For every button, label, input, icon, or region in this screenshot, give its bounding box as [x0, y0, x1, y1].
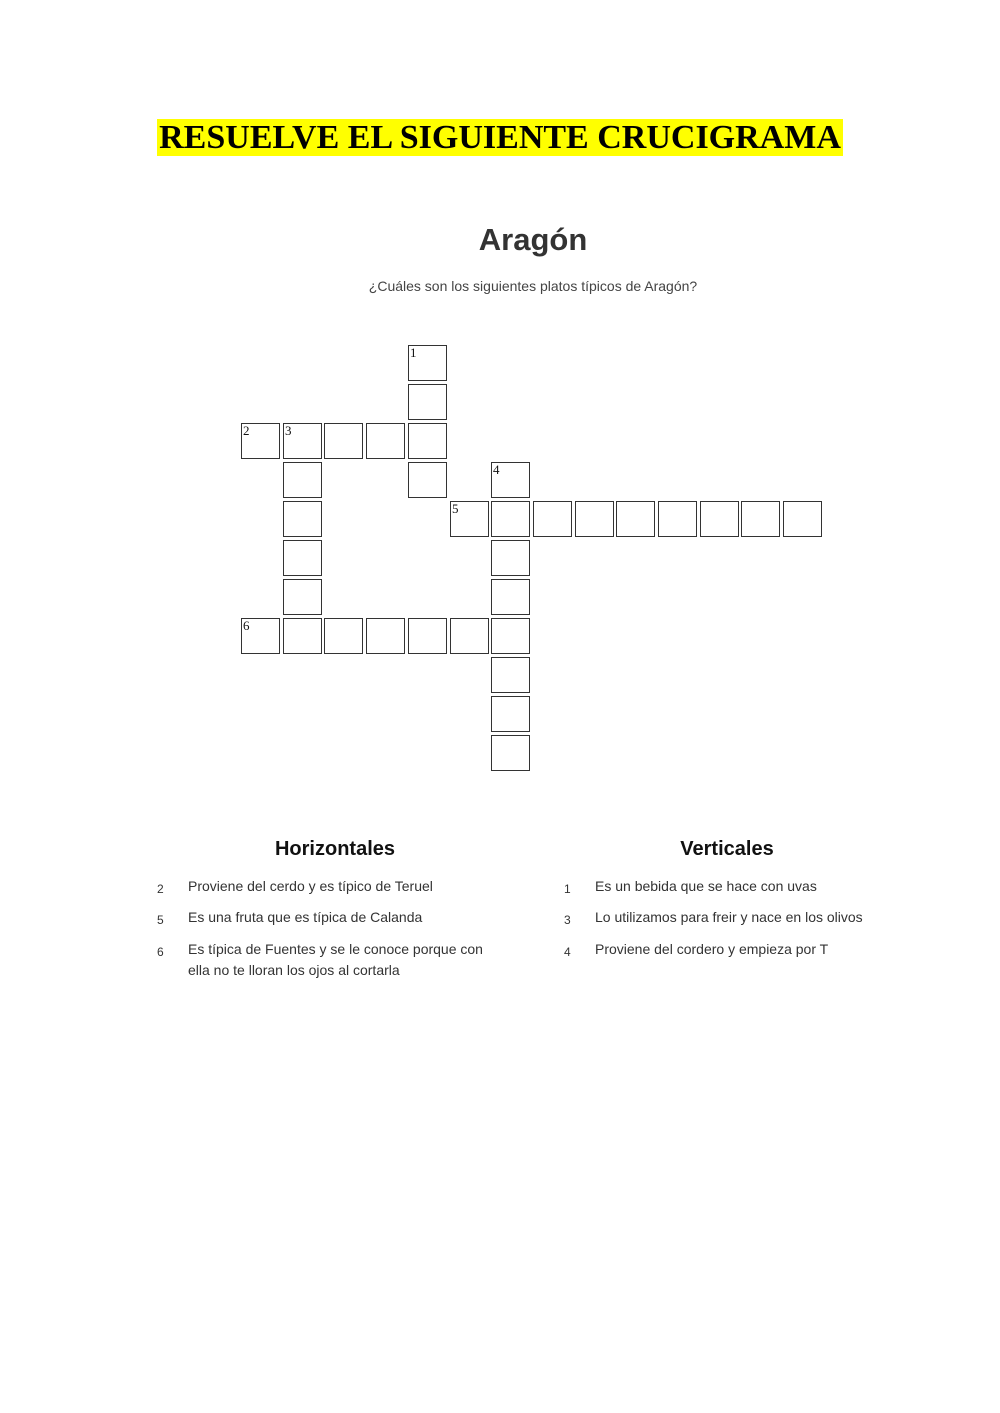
down-clue-4 — [564, 939, 944, 963]
crossword-cell[interactable] — [575, 501, 614, 537]
crossword-cell[interactable] — [491, 501, 530, 537]
crossword-cell[interactable] — [450, 618, 489, 654]
clue-text: Proviene del cerdo y es típico de Teruel — [188, 878, 433, 894]
crossword-cell[interactable] — [616, 501, 655, 537]
crossword-cell[interactable] — [408, 462, 447, 498]
across-clue-5 — [157, 907, 517, 931]
clue-text: Es típica de Fuentes y se le conoce porque con ella no te lloran los ojos al cortarla — [188, 941, 483, 978]
crossword-cell[interactable] — [366, 618, 405, 654]
crossword-cell[interactable] — [491, 462, 530, 498]
crossword-cell[interactable] — [450, 501, 489, 537]
clue-number: 2 — [157, 882, 164, 896]
crossword-cell[interactable] — [408, 384, 447, 420]
down-clue-1 — [564, 876, 944, 900]
clue-text: Es una fruta que es típica de Calanda — [188, 909, 423, 925]
across-clue-6 — [157, 939, 517, 983]
cell-number: 5 — [452, 501, 459, 516]
crossword-cell[interactable] — [283, 540, 322, 576]
crossword-cell[interactable] — [533, 501, 572, 537]
cell-number: 4 — [493, 462, 500, 477]
cell-number: 2 — [243, 423, 250, 438]
crossword-cell[interactable] — [324, 423, 363, 459]
crossword-cell[interactable] — [783, 501, 822, 537]
down-heading: Verticales — [680, 838, 774, 860]
clue-text: Proviene del cordero y empieza por T — [595, 941, 829, 957]
crossword-cell[interactable] — [283, 579, 322, 615]
clue-number: 4 — [564, 945, 571, 959]
clue-number: 3 — [564, 913, 571, 927]
cell-number: 3 — [285, 423, 292, 438]
crossword-cell[interactable] — [658, 501, 697, 537]
puzzle-title: Aragón — [478, 222, 588, 257]
worksheet-title-text: RESUELVE EL SIGUIENTE CRUCIGRAMA — [159, 119, 841, 156]
crossword-cell[interactable] — [491, 618, 530, 654]
down-clue-3 — [564, 907, 944, 931]
crossword-cell[interactable] — [491, 735, 530, 771]
crossword-cell[interactable] — [491, 579, 530, 615]
clue-number: 6 — [157, 945, 164, 959]
crossword-cell[interactable] — [283, 618, 322, 654]
crossword-cell[interactable] — [241, 618, 280, 654]
crossword-cell[interactable] — [491, 696, 530, 732]
crossword-cell[interactable] — [408, 423, 447, 459]
crossword-cell[interactable] — [491, 657, 530, 693]
crossword-cell[interactable] — [741, 501, 780, 537]
crossword-cell[interactable] — [241, 423, 280, 459]
crossword-cell[interactable] — [283, 423, 322, 459]
clue-number: 5 — [157, 913, 164, 927]
clue-text: Lo utilizamos para freir y nace en los olivos — [595, 909, 863, 925]
across-heading: Horizontales — [274, 838, 396, 860]
cell-number: 6 — [243, 618, 250, 633]
across-clue-2 — [157, 876, 517, 900]
worksheet-title — [0, 118, 1000, 158]
cell-number: 1 — [410, 345, 417, 360]
puzzle-subtitle: ¿Cuáles son los siguientes platos típicos de Aragón? — [368, 278, 698, 294]
crossword-cell[interactable] — [491, 540, 530, 576]
crossword-cell[interactable] — [700, 501, 739, 537]
crossword-cell[interactable] — [324, 618, 363, 654]
clue-number: 1 — [564, 882, 571, 896]
crossword-cell[interactable] — [283, 462, 322, 498]
crossword-cell[interactable] — [283, 501, 322, 537]
crossword-cell[interactable] — [408, 345, 447, 381]
clue-text: Es un bebida que se hace con uvas — [595, 878, 817, 894]
crossword-cell[interactable] — [408, 618, 447, 654]
crossword-cell[interactable] — [366, 423, 405, 459]
